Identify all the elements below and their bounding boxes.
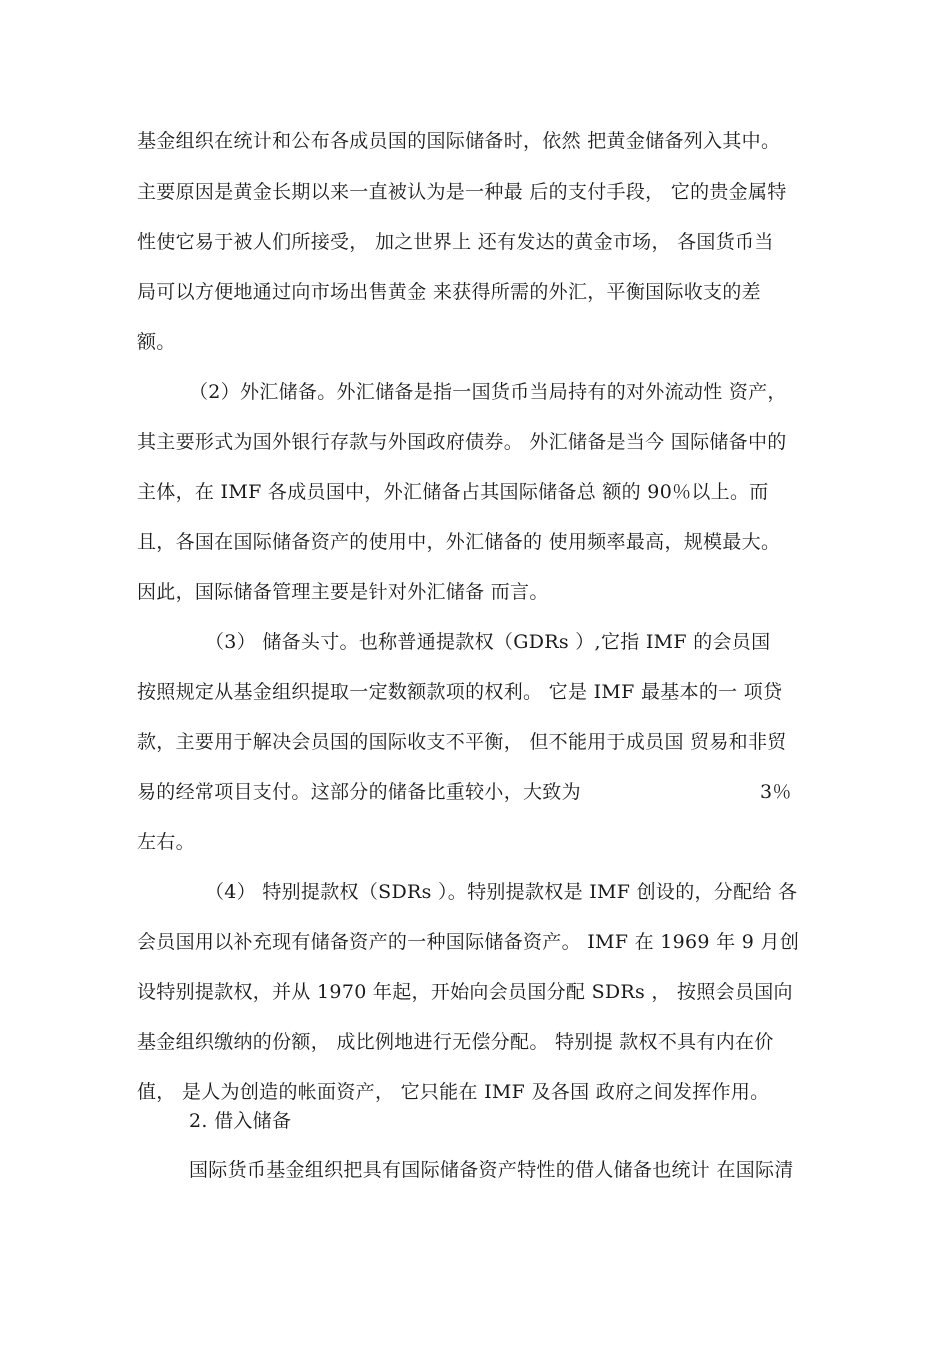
text-line: 性使它易于被人们所接受， 加之世界上 还有发达的黄金市场， 各国货币当 <box>137 231 774 253</box>
text-line: 左右。 <box>137 831 195 853</box>
text-line: 会员国用以补充现有储备资产的一种国际储备资产。 IMF 在 1969 年 9 月创 <box>137 931 800 953</box>
paragraph-4-first-line: （4） 特别提款权（SDRs ）。特别提款权是 IMF 创设的，分配给 各 <box>205 881 798 903</box>
text-line: 值， 是人为创造的帐面资产， 它只能在 IMF 及各国 政府之间发挥作用。 <box>137 1081 770 1103</box>
section-heading: 2. 借入储备 <box>189 1110 292 1132</box>
text-line: 易的经常项目支付。这部分的储备比重较小，大致为 <box>137 781 581 803</box>
text-line: 基金组织缴纳的份额， 成比例地进行无偿分配。 特别提 款权不具有内在价 <box>137 1031 774 1053</box>
text-line: 局可以方便地通过向市场出售黄金 来获得所需的外汇，平衡国际收支的差 <box>137 281 761 303</box>
text-line: 款，主要用于解决会员国的国际收支不平衡， 但不能用于成员国 贸易和非贸 <box>137 731 787 753</box>
text-line: 因此，国际储备管理主要是针对外汇储备 而言。 <box>137 581 549 603</box>
text-line: 基金组织在统计和公布各成员国的国际储备时，依然 把黄金储备列入其中。 <box>137 130 781 152</box>
text-line: 其主要形式为国外银行存款与外国政府债券。 外汇储备是当今 国际储备中的 <box>137 431 787 453</box>
text-line: 主要原因是黄金长期以来一直被认为是一种最 后的支付手段， 它的贵金属特 <box>137 181 787 203</box>
paragraph-3-first-line: （3） 储备头寸。也称普通提款权（GDRs ）,它指 IMF 的会员国 <box>205 631 771 653</box>
text-line: 按照规定从基金组织提取一定数额款项的权利。 它是 IMF 最基本的一 项贷 <box>137 681 783 703</box>
text-line: 且，各国在国际储备资产的使用中，外汇储备的 使用频率最高，规模最大。 <box>137 531 781 553</box>
text-line: 设特别提款权，并从 1970 年起，开始向会员国分配 SDRs ， 按照会员国向 <box>137 981 793 1003</box>
text-line: 主体，在 IMF 各成员国中，外汇储备占其国际储备总 额的 90％以上。而 <box>137 481 769 503</box>
percentage-value: 3％ <box>760 781 792 803</box>
text-line: 额。 <box>137 331 176 353</box>
paragraph-5-first-line: 国际货币基金组织把具有国际储备资产特性的借人储备也统计 在国际清 <box>189 1159 794 1181</box>
paragraph-2-first-line: （2）外汇储备。外汇储备是指一国货币当局持有的对外流动性 资产， <box>189 381 787 403</box>
